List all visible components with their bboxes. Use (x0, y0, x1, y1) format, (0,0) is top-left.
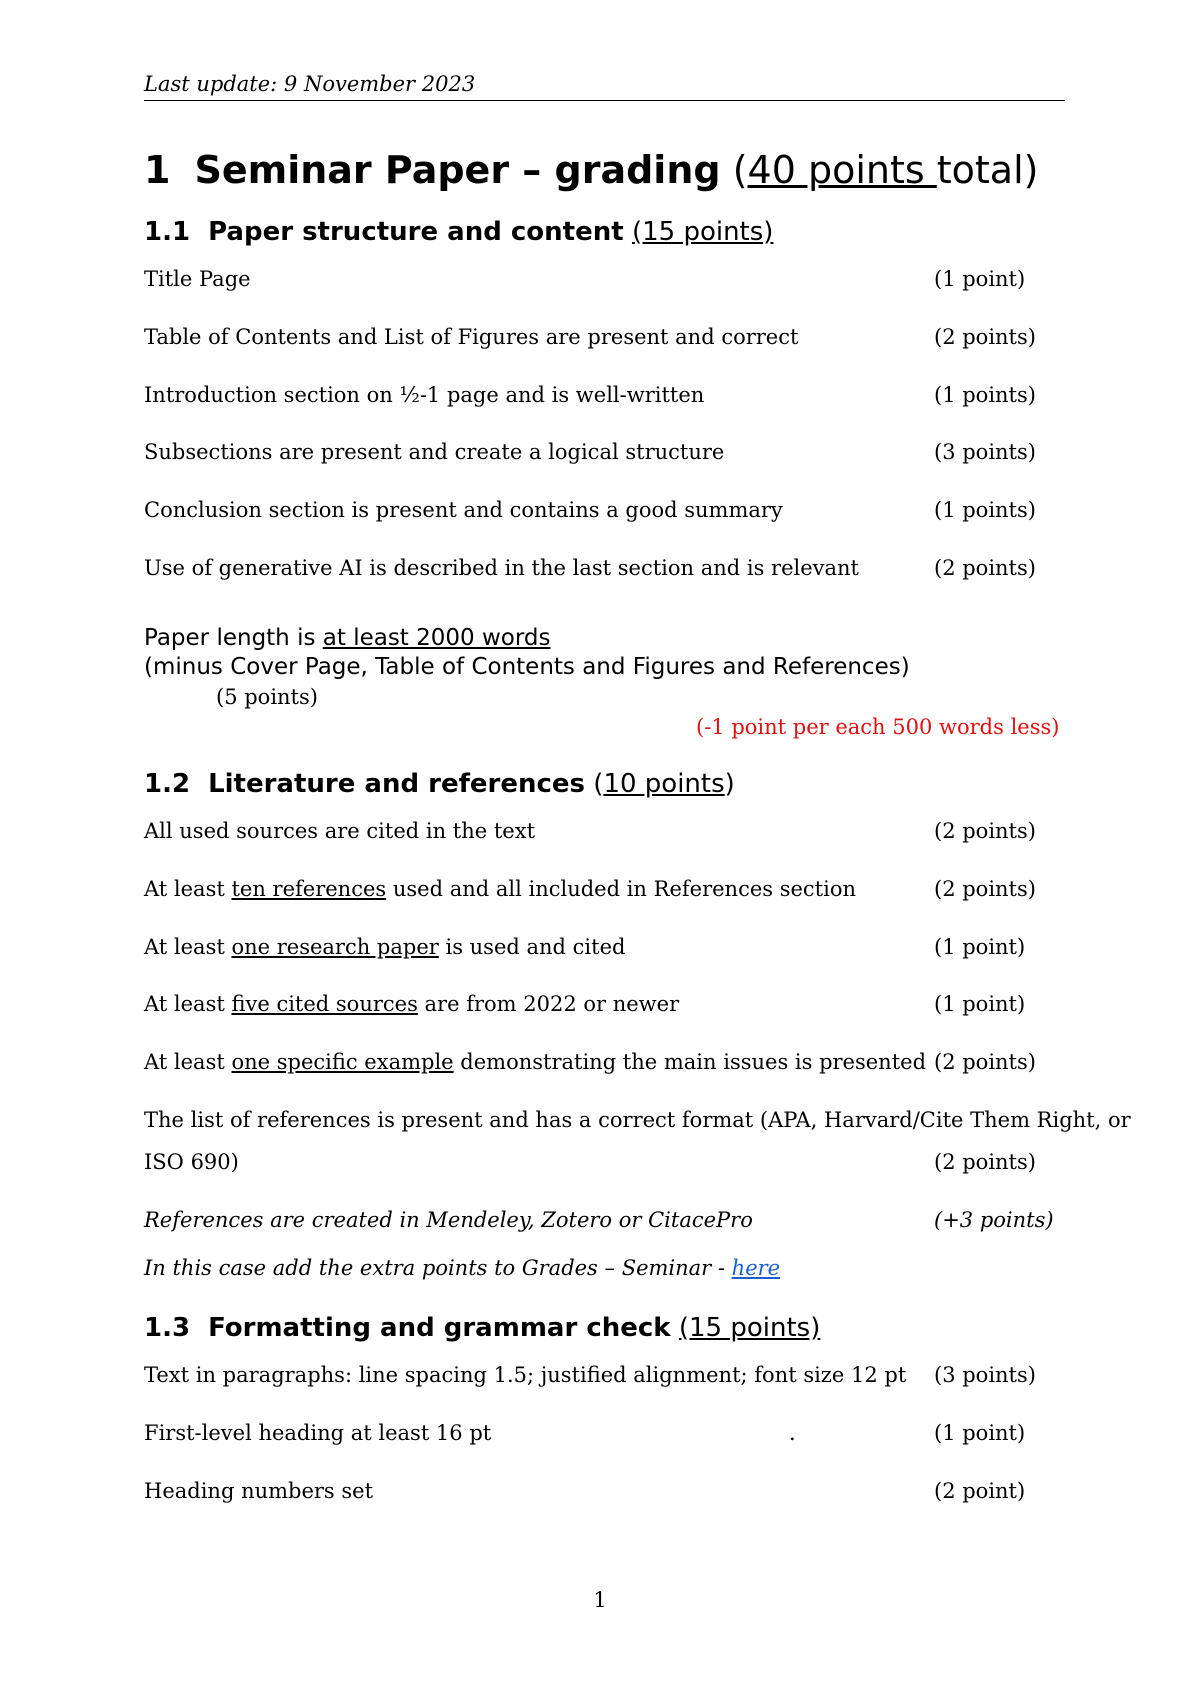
bonus-note-text (144, 1251, 780, 1285)
item-points: (3 points) (934, 1363, 1036, 1387)
ref-format-text-1: The list of references is present and has a correct format (APA, Harvard/Cite Them Right, or (144, 1108, 1131, 1132)
page-number: 1 (593, 1588, 607, 1612)
item-label (144, 987, 679, 1021)
paper-length-penalty (144, 710, 1065, 744)
item-prefix: At least (144, 935, 232, 959)
list-item (144, 262, 1065, 296)
ref-format-line-2 (144, 1145, 1065, 1179)
item-points: (2 points) (934, 325, 1036, 349)
heading-1-2 (144, 764, 735, 804)
list-item (144, 435, 1065, 469)
item-suffix: used and all included in References section (386, 877, 856, 901)
item-points: (1 point) (934, 267, 1026, 291)
item-points: (1 point) (934, 992, 1026, 1016)
list-item (144, 930, 1065, 964)
item-label (144, 930, 625, 964)
item-points: (1 point) (934, 935, 1026, 959)
item-points: (1 points) (934, 498, 1036, 522)
bonus-points: (+3 points) (934, 1208, 1054, 1232)
paper-length-points (216, 680, 516, 714)
item-label: Introduction section on ½-1 page and is well-written (144, 383, 705, 407)
list-item (144, 493, 1065, 527)
list-item (144, 872, 1065, 906)
heading-1-1-points: (15 points) (631, 217, 774, 247)
heading-1-points: 40 points (747, 148, 937, 192)
bonus-label: References are created in Mendeley, Zotero or CitacePro (144, 1208, 753, 1232)
stray-dot: . (789, 1421, 796, 1445)
bonus-line (144, 1203, 1065, 1237)
heading-1-paren-open: ( (732, 148, 748, 192)
list-item (144, 987, 1065, 1021)
paper-length-prefix: Paper length is (144, 625, 323, 651)
item-emphasis: five cited sources (231, 992, 418, 1016)
item-label: First-level heading at least 16 pt (144, 1421, 492, 1445)
item-emphasis: ten references (231, 877, 387, 901)
list-item (144, 1416, 1065, 1450)
item-emphasis: one research paper (231, 935, 439, 959)
item-points: (3 points) (934, 440, 1036, 464)
item-label: Subsections are present and create a logical structure (144, 440, 725, 464)
item-suffix: is used and cited (438, 935, 626, 959)
item-label: Use of generative AI is described in the last section and is relevant (144, 556, 859, 580)
item-points: (2 points) (934, 556, 1036, 580)
item-suffix: are from 2022 or newer (417, 992, 680, 1016)
paper-length-penalty-text: (-1 point per each 500 words less) (696, 715, 1060, 739)
list-item (144, 1358, 1065, 1392)
item-prefix: At least (144, 1050, 232, 1074)
heading-1-2-number: 1.2 (144, 769, 191, 799)
item-points: (1 points) (934, 383, 1036, 407)
item-label: Heading numbers set (144, 1479, 374, 1503)
ref-format-text-2: ISO 690) (144, 1150, 239, 1174)
item-label: Title Page (144, 267, 251, 291)
ref-format-line-1 (144, 1103, 1131, 1137)
list-item (144, 378, 1065, 412)
heading-1-paren-close: total) (936, 148, 1039, 192)
item-label: Text in paragraphs: line spacing 1.5; justified alignment; font size 12 pt (144, 1363, 907, 1387)
heading-1-2-title: Literature and references (208, 769, 586, 799)
heading-1-title: Seminar Paper – grading (194, 148, 721, 192)
grades-link[interactable]: here (731, 1256, 781, 1280)
list-item (144, 551, 1065, 585)
paper-length-words: at least 2000 words (322, 625, 551, 651)
heading-1-3-number: 1.3 (144, 1313, 191, 1343)
item-points: (2 points) (934, 1050, 1036, 1074)
item-label: Conclusion section is present and contains a good summary (144, 498, 783, 522)
ref-format-points: (2 points) (934, 1150, 1036, 1174)
item-label (144, 814, 535, 848)
item-label (144, 872, 856, 906)
item-prefix: At least (144, 877, 232, 901)
paper-length-points-text: (5 points) (216, 685, 318, 709)
heading-1-3 (144, 1308, 820, 1348)
heading-1-1 (144, 212, 773, 252)
heading-1-2-points-close: ) (724, 769, 735, 799)
item-label (144, 1045, 926, 1079)
paper-length-subtitle: (minus Cover Page, Table of Contents and Figures and References) (144, 654, 910, 680)
item-prefix: At least (144, 992, 232, 1016)
item-points: (2 point) (934, 1479, 1026, 1503)
list-item (144, 1045, 1065, 1079)
heading-1-number: 1 (144, 148, 171, 192)
list-item (144, 814, 1065, 848)
item-prefix: All used sources are cited in the text (144, 819, 536, 843)
item-emphasis: one specific example (231, 1050, 454, 1074)
heading-1-1-title: Paper structure and content (208, 217, 624, 247)
last-update-header: Last update: 9 November 2023 (144, 72, 1065, 101)
heading-1-1-number: 1.1 (144, 217, 191, 247)
heading-1 (144, 140, 1038, 200)
heading-1-2-points: 10 points (603, 769, 725, 799)
paper-length-title (144, 623, 551, 653)
heading-1-3-title: Formatting and grammar check (208, 1313, 671, 1343)
list-item (144, 320, 1065, 354)
heading-1-2-points-open: ( (593, 769, 604, 799)
bonus-note (144, 1251, 1065, 1285)
item-label: Table of Contents and List of Figures are present and correct (144, 325, 799, 349)
item-points: (2 points) (934, 877, 1036, 901)
item-suffix: demonstrating the main issues is presented (453, 1050, 927, 1074)
item-points: (2 points) (934, 819, 1036, 843)
list-item (144, 1474, 1065, 1508)
bonus-note-prefix: In this case add the extra points to Grades – Seminar - (144, 1256, 732, 1280)
item-points: (1 point) (934, 1421, 1026, 1445)
heading-1-3-points: (15 points) (678, 1313, 821, 1343)
